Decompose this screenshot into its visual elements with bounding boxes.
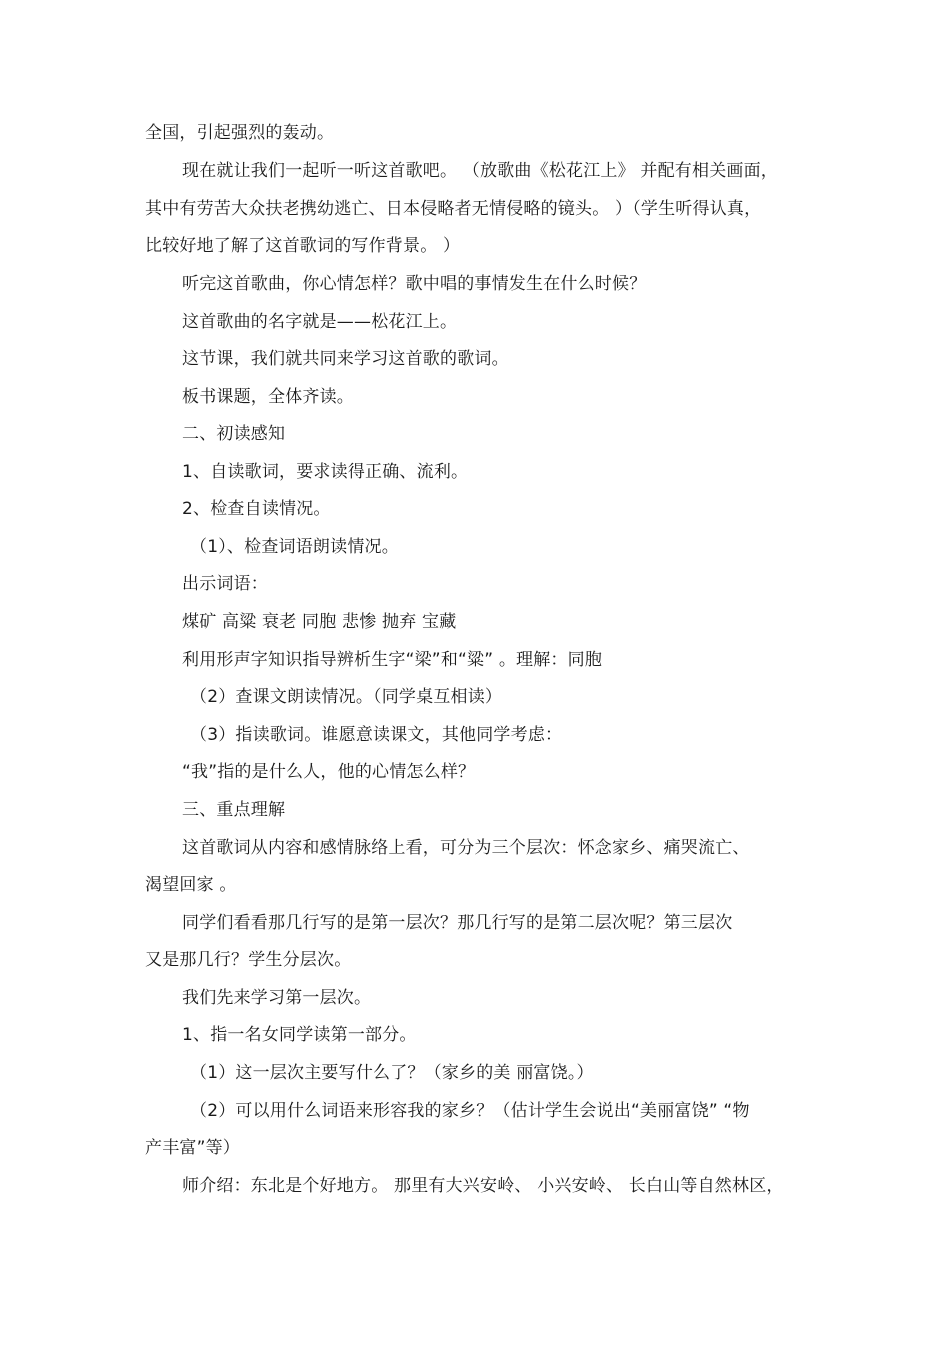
text-line: 同学们看看那几行写的是第一层次？那几行写的是第二层次呢？第三层次 [182, 913, 733, 933]
text-line: 这节课，我们就共同来学习这首歌的歌词。 [182, 349, 509, 369]
text-line: 1、自读歌词，要求读得正确、流利。 [182, 462, 469, 482]
text-line: 现在就让我们一起听一听这首歌吧。 （放歌曲《松花江上》 并配有相关画面， [182, 161, 779, 181]
text-line: （1）这一层次主要写什么了？（家乡的美 丽富饶。） [190, 1063, 594, 1083]
section-heading: 三、重点理解 [182, 800, 286, 820]
text-line: 1、指一名女同学读第一部分。 [182, 1025, 417, 1045]
text-line: （2）查课文朗读情况。（同学桌互相读） [190, 687, 503, 707]
text-line: 比较好地了解了这首歌词的写作背景。 ） [145, 236, 461, 256]
text-line: 板书课题，全体齐读。 [182, 387, 354, 407]
text-line: 利用形声字知识指导辨析生字“梁”和“粱” 。理解：同胞 [182, 650, 603, 670]
text-line: 这首歌曲的名字就是——松花江上。 [182, 312, 458, 332]
text-line: 我们先来学习第一层次。 [182, 988, 372, 1008]
text-line: 这首歌词从内容和感情脉络上看，可分为三个层次：怀念家乡、痛哭流亡、 [182, 838, 750, 858]
text-line: 又是那几行？学生分层次。 [145, 950, 352, 970]
text-line: 产丰富”等） [145, 1138, 241, 1158]
text-line: 师介绍：东北是个好地方。 那里有大兴安岭、 小兴安岭、 长白山等自然林区， [182, 1176, 784, 1196]
text-line: 全国，引起强烈的轰动。 [145, 123, 335, 143]
text-line: 出示词语： [182, 574, 268, 594]
text-line: （1）、检查词语朗读情况。 [190, 537, 399, 557]
text-line: 渴望回家 。 [145, 875, 237, 895]
text-line: （3）指读歌词。谁愿意读课文，其他同学考虑： [190, 725, 563, 745]
text-line: （2）可以用什么词语来形容我的家乡？（估计学生会说出“美丽富饶” “物 [190, 1101, 750, 1121]
text-line: 其中有劳苦大众扶老携幼逃亡、日本侵略者无情侵略的镜头。 ）（学生听得认真， [145, 199, 762, 219]
vocabulary-list: 煤矿 高粱 衰老 同胞 悲惨 抛弃 宝藏 [182, 612, 457, 632]
text-line: 2、检查自读情况。 [182, 499, 331, 519]
text-line: “我”指的是什么人，他的心情怎么样？ [182, 762, 476, 782]
section-heading: 二、初读感知 [182, 424, 286, 444]
text-line: 听完这首歌曲，你心情怎样？歌中唱的事情发生在什么时候？ [182, 274, 647, 294]
